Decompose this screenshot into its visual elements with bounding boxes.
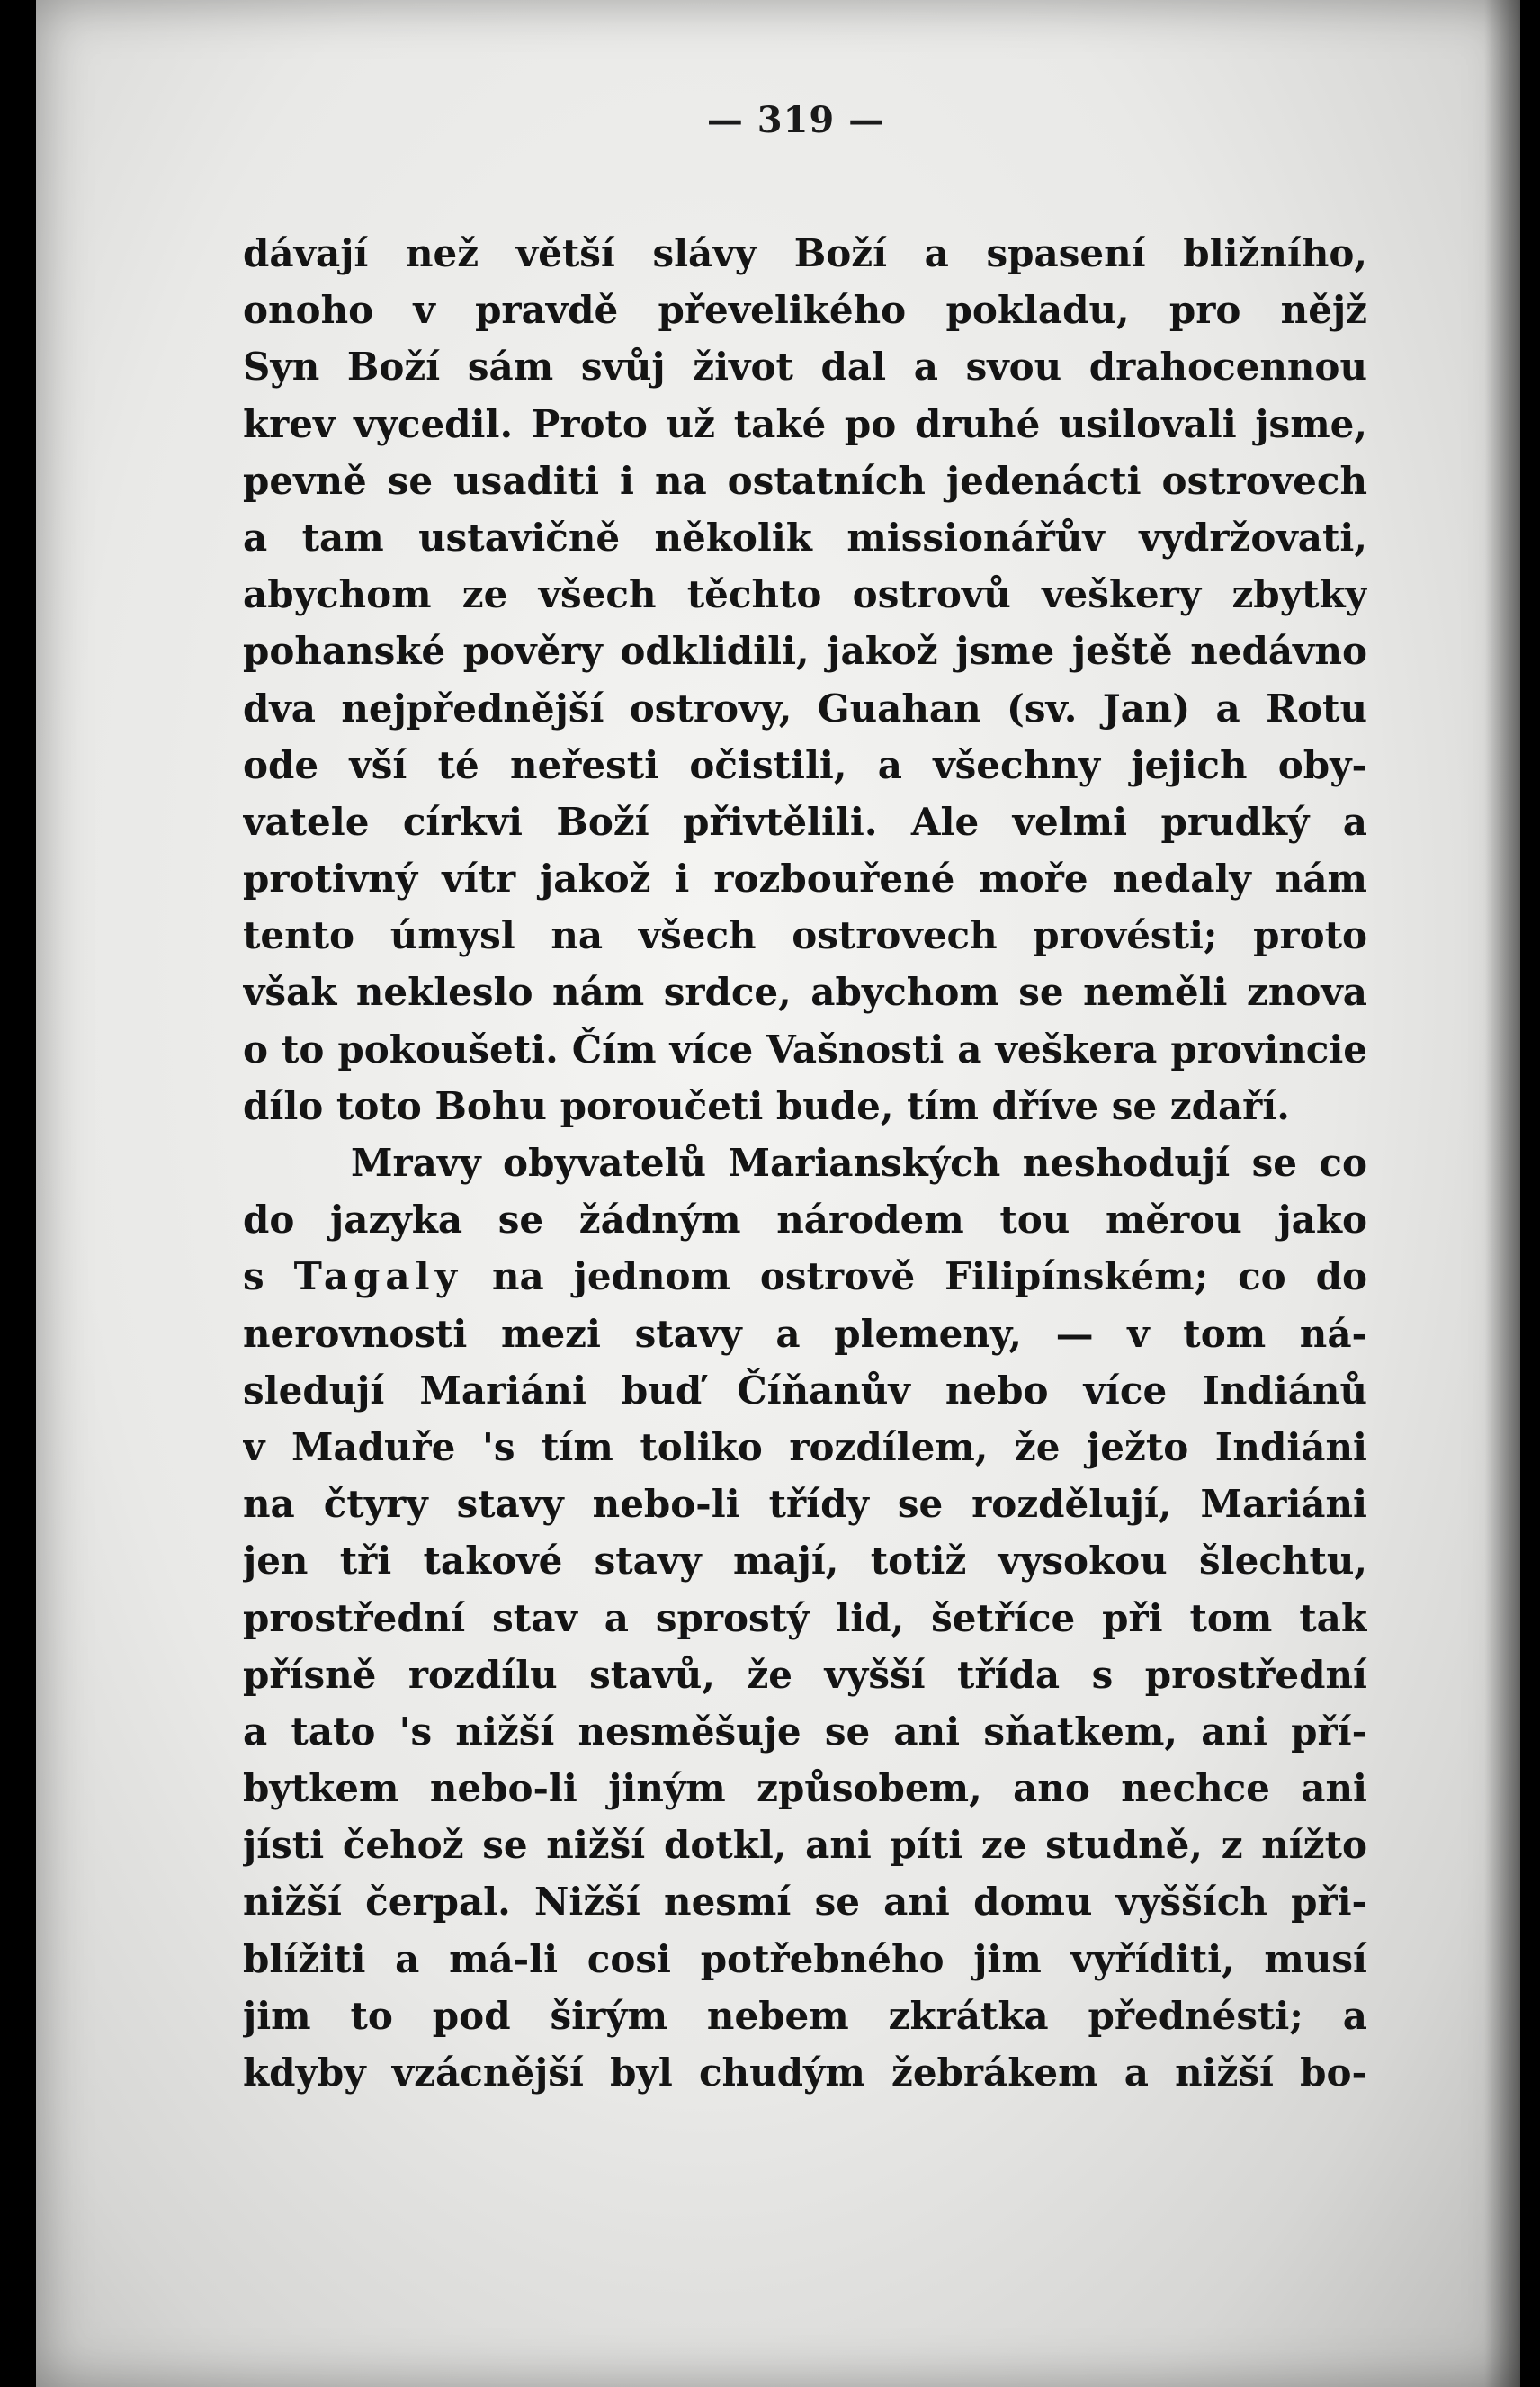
text-line-33: kdyby vzácnější byl chudým žebrákem a nižší bo- <box>243 2050 1367 2095</box>
text-line-31: blížiti a má-li cosi potřebného jim vyříditi, musí <box>243 1936 1367 1981</box>
text-line-15: o to pokoušeti. Čím více Vašnosti a veškera provincie <box>243 1027 1367 1072</box>
text-line-5: pevně se usaditi i na ostatních jedenácti ostrovech <box>243 458 1367 503</box>
text-line-6: a tam ustavičně několik missionářův vydržovati, <box>243 515 1367 560</box>
text-line-10: ode vší té neřesti očistili, a všechny jejich oby- <box>243 742 1367 787</box>
text-line-11: vatele církvi Boží přivtělili. Ale velmi prudký a <box>243 799 1367 844</box>
paper-sheet <box>36 0 1520 2387</box>
text-line-23: na čtyry stavy nebo-li třídy se rozdělují, Mariáni <box>243 1482 1367 1527</box>
text-line-32: jim to pod širým nebem zkrátka přednésti; a <box>243 1993 1367 2038</box>
tagaly-word: Tagaly <box>293 1254 462 1299</box>
text-line-8: pohanské pověry odklidili, jakož jsme ještě nedávno <box>243 629 1367 674</box>
text-line-20: nerovnosti mezi stavy a plemeny, — v tom ná- <box>243 1311 1367 1356</box>
text-line-12: protivný vítr jakož i rozbouřené moře nedaly nám <box>243 857 1367 902</box>
text-line-17: Mravy obyvatelů Marianských neshodují se co <box>351 1141 1367 1185</box>
text-line-18: do jazyka se žádným národem tou měrou jako <box>243 1198 1367 1243</box>
text-line-2: onoho v pravdě převelikého pokladu, pro nějž <box>243 288 1367 333</box>
text-line-24: jen tři takové stavy mají, totiž vysokou šlechtu, <box>243 1539 1367 1584</box>
text-line-16: dílo toto Bohu poroučeti bude, tím dříve se zdaří. <box>243 1083 1290 1128</box>
text-line-25: prostřední stav a sprostý lid, šetříce při tom tak <box>243 1595 1367 1640</box>
text-line-19 <box>243 1248 1367 1305</box>
text-line-30: nižší čerpal. Nižší nesmí se ani domu vyšších při- <box>243 1880 1367 1925</box>
text-line-28: bytkem nebo-li jiným způsobem, ano nechce ani <box>243 1766 1367 1811</box>
tagaly-prefix: s <box>243 1254 294 1299</box>
page-number: — 319 — <box>706 99 886 141</box>
tagaly-rest: na jednom ostrově Filipínském; co do <box>462 1254 1367 1299</box>
text-line-1: dávají než větší slávy Boží a spasení bližního, <box>243 231 1367 275</box>
text-line-9: dva nejpřednější ostrovy, Guahan (sv. Jan) a Rotu <box>243 686 1367 731</box>
text-line-21: sledují Mariáni buď Číňanův nebo více Indiánů <box>243 1368 1367 1413</box>
text-line-7: abychom ze všech těchto ostrovů veškery zbytky <box>243 572 1367 617</box>
text-line-3: Syn Boží sám svůj život dal a svou drahocennou <box>243 345 1367 390</box>
text-line-27: a tato 's nižší nesměšuje se ani sňatkem, ani pří- <box>243 1709 1367 1754</box>
text-line-22: v Maduře 's tím toliko rozdílem, že ježto Indiáni <box>243 1424 1367 1469</box>
text-line-13: tento úmysl na všech ostrovech provésti; proto <box>243 913 1367 958</box>
text-line-29: jísti čehož se nižší dotkl, ani píti ze studně, z nížto <box>243 1823 1367 1868</box>
body-text <box>243 225 1367 2101</box>
page-edge-shadow <box>1484 0 1520 2387</box>
text-line-14: však nekleslo nám srdce, abychom se neměli znova <box>243 970 1367 1015</box>
text-line-4: krev vycedil. Proto už také po druhé usilovali jsme, <box>243 401 1367 446</box>
text-line-26: přísně rozdílu stavů, že vyšší třída s prostřední <box>243 1652 1367 1697</box>
